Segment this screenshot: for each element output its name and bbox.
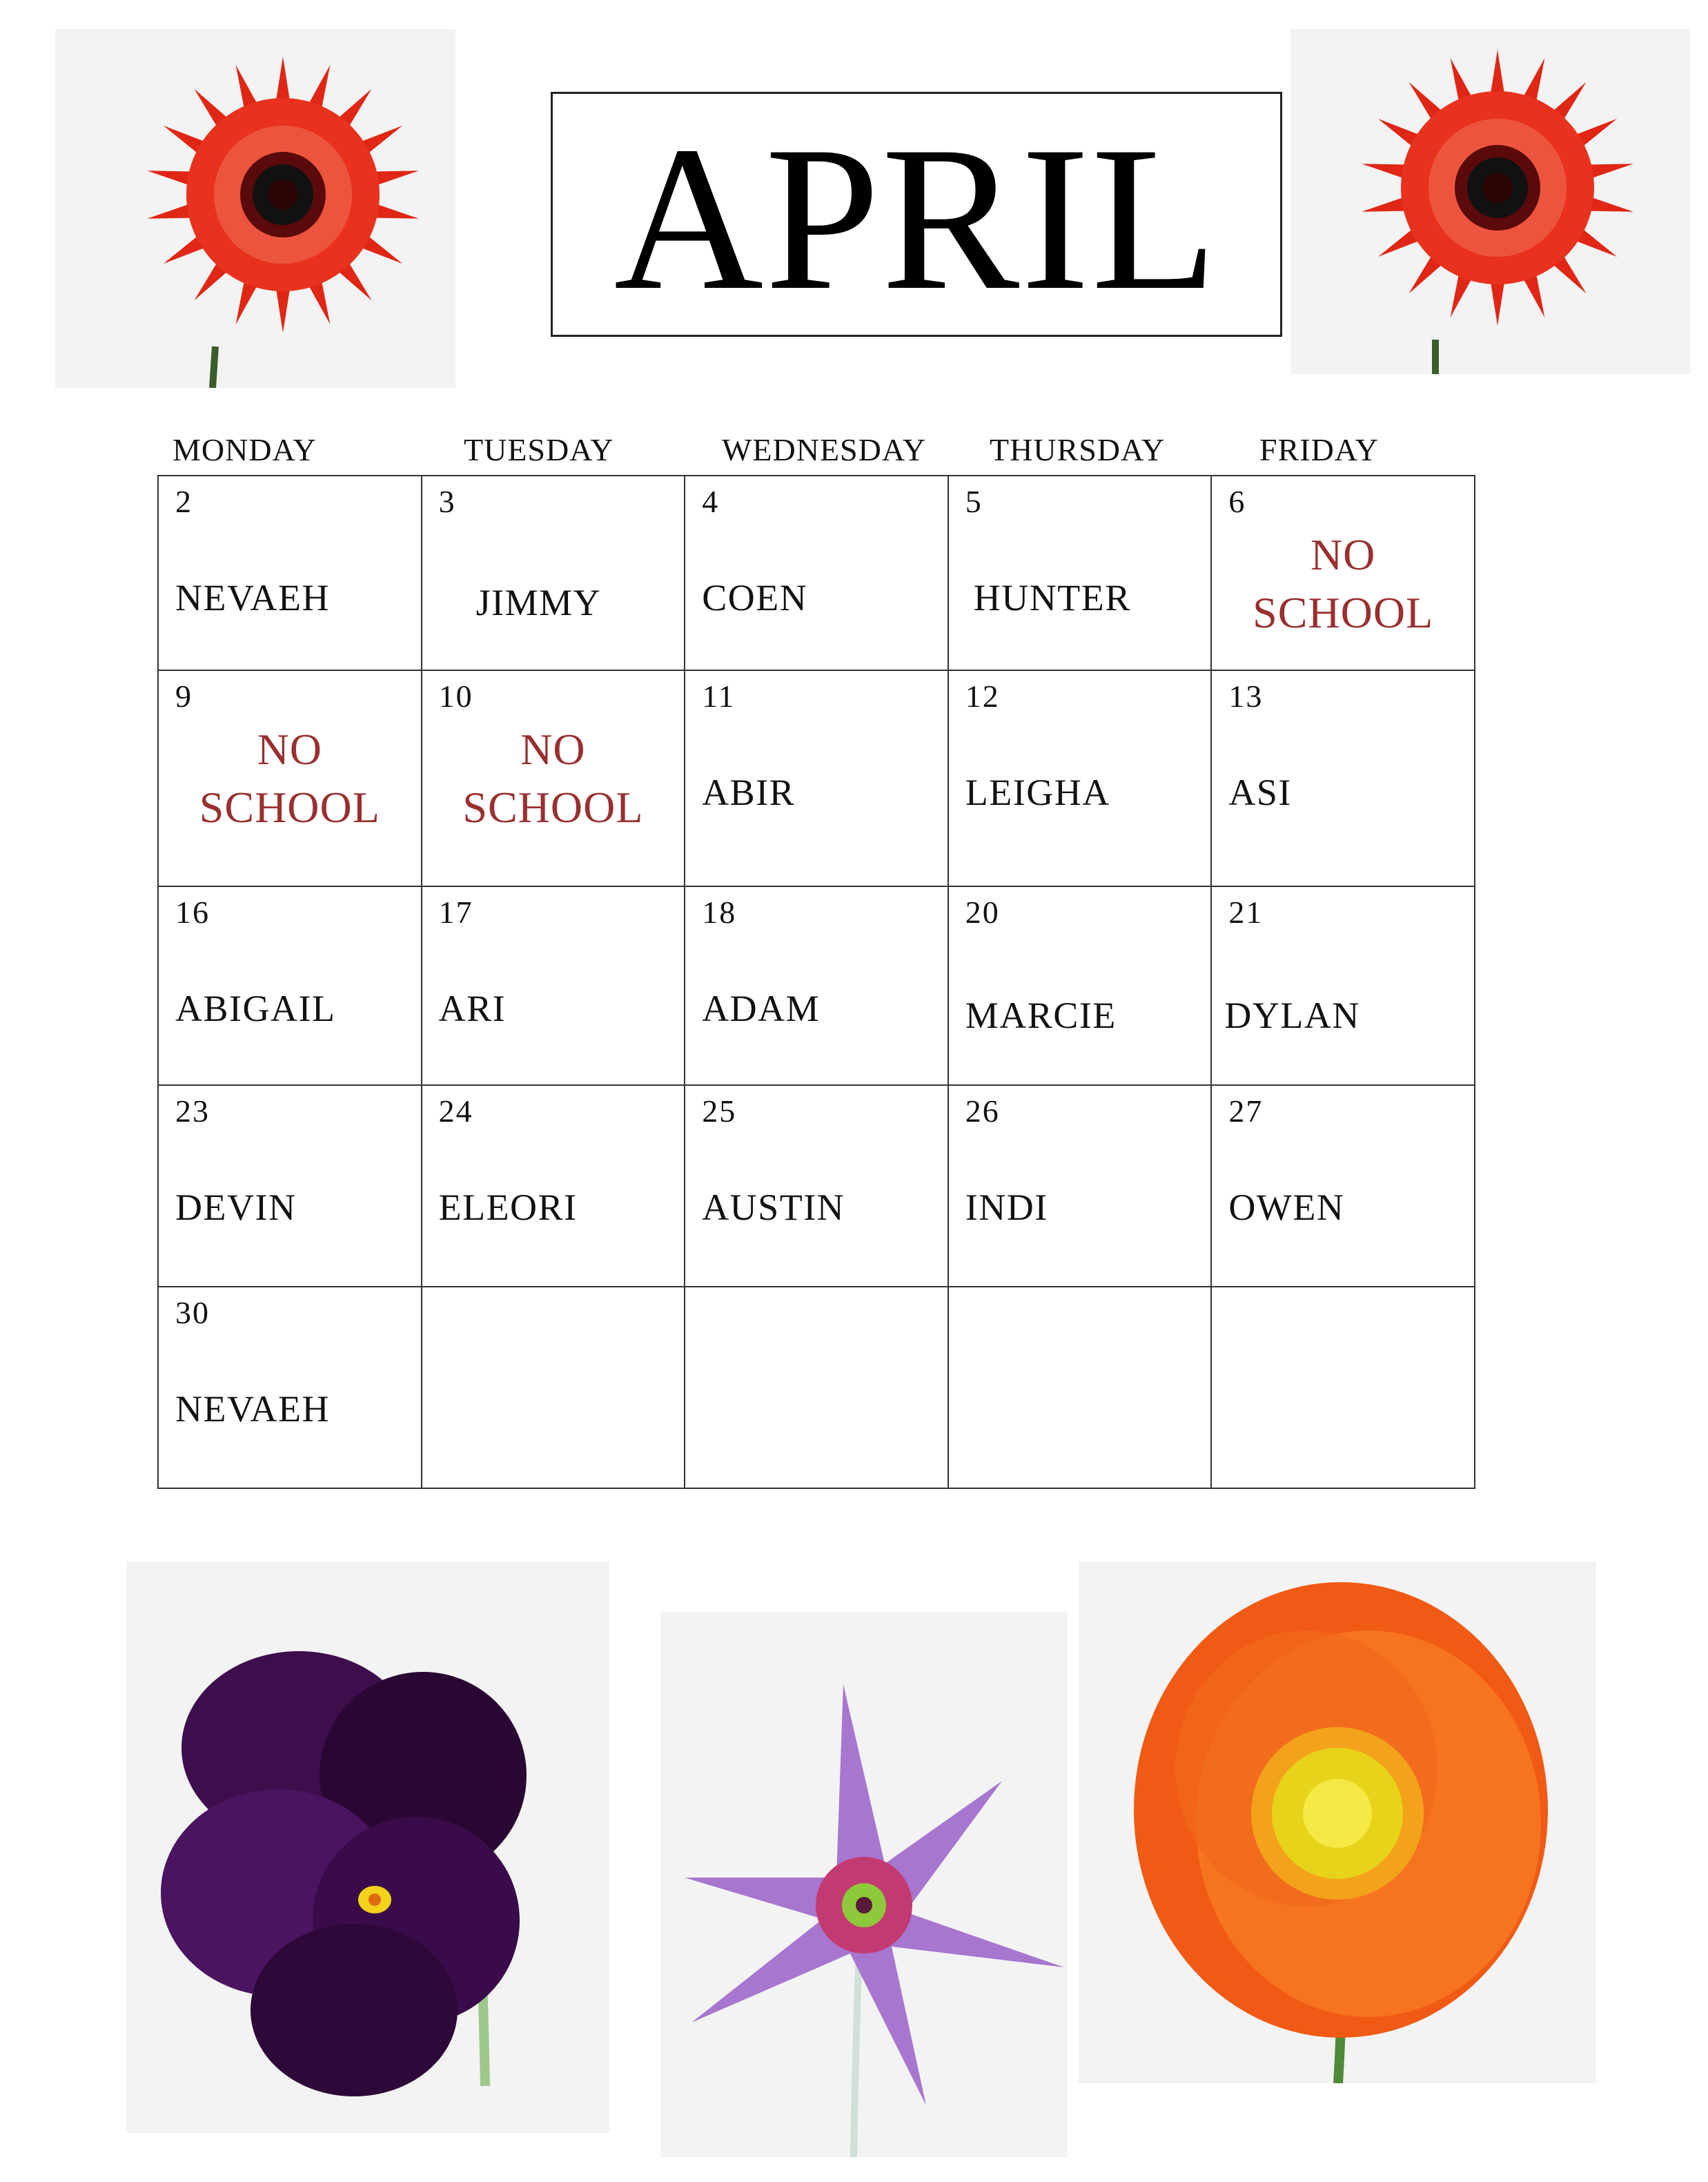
calendar-day-cell bbox=[422, 671, 686, 887]
day-number: 21 bbox=[1228, 895, 1264, 930]
month-title-box bbox=[551, 92, 1282, 337]
student-name: LEIGHA bbox=[965, 772, 1110, 813]
red-daisy-flower-icon bbox=[1290, 29, 1691, 374]
calendar-day-cell bbox=[159, 1287, 422, 1489]
no-school-label bbox=[159, 721, 421, 837]
no-school-line-2: SCHOOL bbox=[462, 783, 644, 832]
day-number: 11 bbox=[702, 679, 736, 714]
red-daisy-flower-icon bbox=[55, 29, 455, 388]
lilac-star-flower-photo bbox=[660, 1612, 1068, 2157]
calendar-day-cell bbox=[422, 476, 686, 671]
calendar-day-cell bbox=[949, 1086, 1213, 1287]
student-name: JIMMY bbox=[475, 582, 602, 623]
calendar-day-cell bbox=[1212, 476, 1475, 671]
student-name: ELEORI bbox=[438, 1187, 578, 1228]
month-title: APRIL bbox=[613, 103, 1219, 333]
student-name: OWEN bbox=[1228, 1187, 1345, 1228]
student-name: ADAM bbox=[702, 988, 821, 1029]
empty-day-cell bbox=[422, 1287, 686, 1489]
no-school-line-2: SCHOOL bbox=[199, 783, 380, 832]
calendar-day-cell bbox=[1212, 887, 1475, 1086]
day-number: 2 bbox=[175, 484, 193, 519]
weekday-header-thursday: THURSDAY bbox=[990, 432, 1166, 467]
calendar-grid bbox=[157, 475, 1475, 1489]
red-daisy-photo-right bbox=[1290, 29, 1691, 374]
day-number: 26 bbox=[965, 1093, 1000, 1129]
day-number: 12 bbox=[965, 679, 1000, 714]
no-school-label bbox=[1212, 526, 1474, 642]
calendar-day-cell bbox=[422, 1086, 686, 1287]
no-school-line-1: NO bbox=[257, 725, 323, 774]
calendar-day-cell bbox=[1212, 1086, 1475, 1287]
empty-day-cell bbox=[1212, 1287, 1475, 1489]
day-number: 4 bbox=[702, 484, 720, 519]
day-number: 16 bbox=[175, 895, 210, 930]
no-school-label bbox=[422, 721, 685, 837]
day-number: 5 bbox=[965, 484, 983, 519]
weekday-header-monday: MONDAY bbox=[173, 432, 317, 467]
day-number: 25 bbox=[702, 1093, 737, 1129]
empty-day-cell bbox=[685, 1287, 949, 1489]
student-name: INDI bbox=[965, 1187, 1048, 1228]
weekday-header-tuesday: TUESDAY bbox=[464, 432, 614, 467]
calendar-week bbox=[159, 1287, 1475, 1489]
student-name: ABIGAIL bbox=[175, 988, 336, 1029]
day-number: 10 bbox=[438, 679, 473, 714]
student-name: AUSTIN bbox=[702, 1187, 845, 1228]
student-name: DYLAN bbox=[1224, 995, 1360, 1036]
calendar-week bbox=[159, 887, 1475, 1086]
lilac-star-flower-icon bbox=[660, 1612, 1068, 2157]
student-name: DEVIN bbox=[175, 1187, 297, 1228]
calendar-day-cell bbox=[159, 476, 422, 671]
red-daisy-photo-left bbox=[55, 29, 455, 388]
orange-poppy-photo bbox=[1079, 1561, 1596, 2083]
day-number: 3 bbox=[438, 484, 456, 519]
no-school-line-2: SCHOOL bbox=[1253, 588, 1434, 637]
calendar-day-cell bbox=[685, 476, 949, 671]
calendar-week bbox=[159, 671, 1475, 887]
student-name: ARI bbox=[438, 988, 507, 1029]
calendar-day-cell bbox=[422, 887, 686, 1086]
student-name: COEN bbox=[702, 577, 808, 618]
day-number: 9 bbox=[175, 679, 193, 714]
day-number: 6 bbox=[1228, 484, 1246, 519]
empty-day-cell bbox=[949, 1287, 1213, 1489]
day-number: 20 bbox=[965, 895, 1000, 930]
day-number: 18 bbox=[702, 895, 737, 930]
calendar-week bbox=[159, 476, 1475, 671]
calendar-day-cell bbox=[949, 671, 1213, 887]
student-name: HUNTER bbox=[973, 577, 1131, 618]
day-number: 24 bbox=[438, 1093, 473, 1129]
calendar-day-cell bbox=[159, 1086, 422, 1287]
calendar-day-cell bbox=[685, 887, 949, 1086]
calendar-day-cell bbox=[949, 476, 1213, 671]
student-name: MARCIE bbox=[965, 995, 1117, 1036]
calendar-day-cell bbox=[685, 1086, 949, 1287]
day-number: 30 bbox=[175, 1295, 210, 1330]
calendar-day-cell bbox=[1212, 671, 1475, 887]
day-number: 23 bbox=[175, 1093, 210, 1129]
weekday-header-friday: FRIDAY bbox=[1259, 432, 1380, 467]
calendar-day-cell bbox=[159, 671, 422, 887]
weekday-header-wednesday: WEDNESDAY bbox=[722, 432, 927, 467]
purple-pansy-flower-icon bbox=[126, 1561, 609, 2133]
calendar-day-cell bbox=[159, 887, 422, 1086]
orange-poppy-flower-icon bbox=[1079, 1561, 1596, 2083]
calendar-week bbox=[159, 1086, 1475, 1287]
student-name: NEVAEH bbox=[175, 577, 330, 618]
day-number: 17 bbox=[438, 895, 473, 930]
day-number: 27 bbox=[1228, 1093, 1264, 1129]
no-school-line-1: NO bbox=[1310, 530, 1376, 579]
student-name: NEVAEH bbox=[175, 1388, 330, 1430]
purple-pansy-photo bbox=[126, 1561, 609, 2133]
calendar-day-cell bbox=[685, 671, 949, 887]
calendar-day-cell bbox=[949, 887, 1213, 1086]
day-number: 13 bbox=[1228, 679, 1264, 714]
student-name: ABIR bbox=[702, 772, 796, 813]
no-school-line-1: NO bbox=[520, 725, 586, 774]
student-name: ASI bbox=[1228, 772, 1292, 813]
